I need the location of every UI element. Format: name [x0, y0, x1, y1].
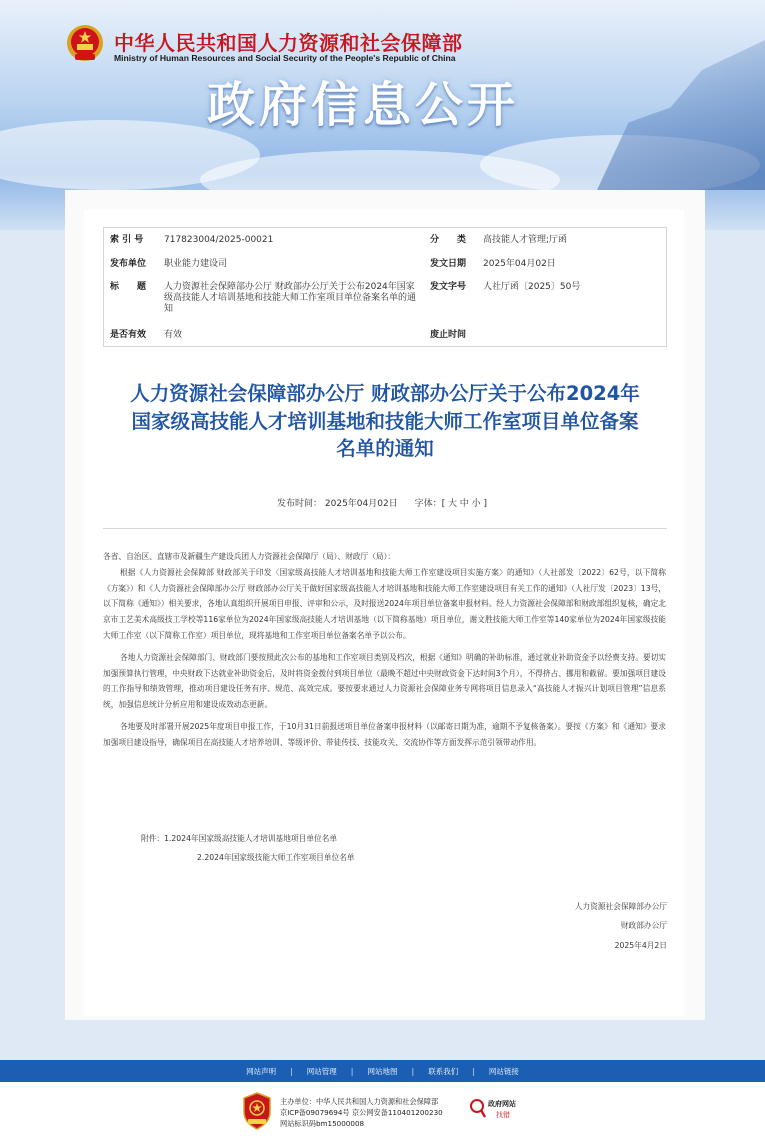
publish-time: 2025年04月02日 — [324, 499, 398, 509]
attachment-link[interactable]: 2.2024年国家级技能大师工作室项目单位名单 — [197, 853, 355, 862]
footer-site-id: 网站标识码bm15000008 — [280, 1119, 365, 1128]
national-emblem-icon[interactable] — [66, 24, 104, 64]
sign-date: 2025年4月2日 — [614, 940, 667, 950]
divider — [103, 528, 667, 529]
category-label: 分 类 — [430, 235, 467, 245]
footer-link-statement[interactable]: 网站声明 — [246, 1066, 277, 1076]
valid-label: 是否有效 — [110, 330, 147, 340]
docno-label: 发文字号 — [430, 282, 467, 292]
footer-host: 主办单位：中华人民共和国人力资源和社会保障部 — [280, 1097, 439, 1106]
publish-time-label: 发布时间： — [277, 499, 323, 509]
date-value: 2025年04月02日 — [483, 259, 556, 269]
party-gov-emblem-icon[interactable] — [242, 1092, 272, 1130]
footer-info — [280, 1096, 443, 1129]
badge-title: 政府网站 — [488, 1100, 516, 1108]
attachment-link[interactable]: 附件：1.2024年国家级高技能人才培训基地项目单位名单 — [141, 834, 338, 843]
issuer-value: 职业能力建设司 — [164, 259, 228, 269]
footer-link-sitemap[interactable]: 网站地图 — [367, 1066, 398, 1076]
document-meta-table — [103, 227, 667, 347]
body-paragraph: 各地人力资源社会保障部门、财政部门要按照此次公布的基地和工作室项目类别及档次，根据《通知》明确的补助标准，通过就业补助资金予以经费支持。要切实加强预算执行管理，中央财政下达就业补助资金后，及时将资金拨付到项目单位（最晚不超过中央财政资金下达时间3个月），不得挤占、挪用和截留。要加强项目建设的工作指导和绩效管理，推动项目建设任务有序、规范、高效完成。要按要求通过人力资源社会保障业务专网将项目信息录入“高技能人才振兴计划项目管理”信息系统，加强信息统计分析应用和建设成效动态更新。 — [103, 652, 666, 710]
document-title-line: 国家级高技能人才培训基地和技能大师工作室项目单位备案 — [131, 409, 639, 433]
gov-site-error-badge[interactable] — [470, 1097, 530, 1123]
document-title — [90, 380, 680, 463]
footer-separator: | — [411, 1066, 415, 1076]
search-error-icon — [470, 1099, 486, 1119]
index-value: 717823004/2025-00021 — [164, 235, 274, 245]
signer: 财政部办公厅 — [620, 921, 667, 931]
footer-nav — [0, 1060, 765, 1082]
signer: 人力资源社会保障部办公厅 — [574, 902, 667, 911]
ministry-name-en: Ministry of Human Resources and Social Security of the People's Republic of China — [114, 53, 456, 63]
attachments — [141, 829, 355, 867]
font-size-switcher[interactable]: 字体：[ 大 中 小 ] — [414, 499, 488, 509]
addressee: 各省、自治区、直辖市及新疆生产建设兵团人力资源社会保障厅（局）、财政厅（局）： — [103, 552, 396, 561]
footer-separator: | — [350, 1066, 354, 1076]
date-label: 发文日期 — [430, 259, 467, 269]
document-title-line: 名单的通知 — [336, 437, 434, 460]
issuer-label: 发布单位 — [110, 259, 147, 269]
signature-block — [575, 897, 667, 955]
index-label: 索 引 号 — [110, 235, 144, 245]
badge-sub: 找错 — [496, 1111, 510, 1119]
footer-link-links[interactable]: 网站链接 — [488, 1066, 519, 1076]
footer-icp[interactable]: 京ICP备09079694号 京公网安备110401200230 — [280, 1108, 443, 1117]
category-value: 高技能人才管理;厅函 — [483, 235, 568, 245]
body-paragraph: 各地要及时部署开展2025年度项目申报工作，于10月31日前报送项目单位备案申报材料（以邮寄日期为准，逾期不予复核备案）。要按《方案》和《通知》要求加强项目建设指导，确保项目在高技能人才培养培训、等级评价、带徒传技、技能攻关、交流协作等方面发挥示范引领带动作用。 — [103, 721, 666, 747]
valid-value: 有效 — [164, 330, 183, 340]
footer-link-contact[interactable]: 联系我们 — [428, 1066, 459, 1076]
title-value: 人力资源社会保障部办公厅 财政部办公厅关于公布2024年国家级高技能人才培训基地和技能大师工作室项目单位备案名单的通知 — [164, 282, 417, 314]
docno-value: 人社厅函〔2025〕50号 — [483, 282, 581, 292]
section-title: 政府信息公开 — [207, 77, 520, 133]
footer-separator: | — [472, 1066, 475, 1076]
ministry-name-cn[interactable]: 中华人民共和国人力资源和社会保障部 — [114, 31, 463, 55]
footer-separator: | — [290, 1066, 293, 1076]
document-body — [103, 549, 666, 751]
title-label: 标 题 — [110, 282, 147, 292]
publish-info — [277, 496, 487, 509]
footer-link-management[interactable]: 网站管理 — [306, 1066, 337, 1076]
document-title-line: 人力资源社会保障部办公厅 财政部办公厅关于公布2024年 — [130, 382, 640, 405]
body-paragraph: 根据《人力资源社会保障部 财政部关于印发〈国家级高技能人才培训基地和技能大师工作室建设项目实施方案〉的通知》（人社部发〔2022〕62号，以下简称《方案》）和《人力资源社会保障部办公厅 财政部办公厅关于做好国家级高技能人才培训基地和技能大师工作室建设项目有关工作的通知》（人社厅发〔2023〕13号，以下简称《通知》）相关要求，各地认真组织开展项目申报、评审和公示，及时报送2024年项目单位备案申报材料。经人力资源社会保障部和财政部组织复核，确定北京市工艺美术高级技工学校等116家单位为2024年国家级高技能人才培训基地（以下简称基地）项目单位，谢文胜技能大师工作室等140家单位为2024年国家级技能大师工作室（以下简称工作室）项目单位，现将基地和工作室项目单位备案名单予以公布。 — [103, 567, 666, 640]
expire-label: 废止时间 — [430, 330, 467, 340]
